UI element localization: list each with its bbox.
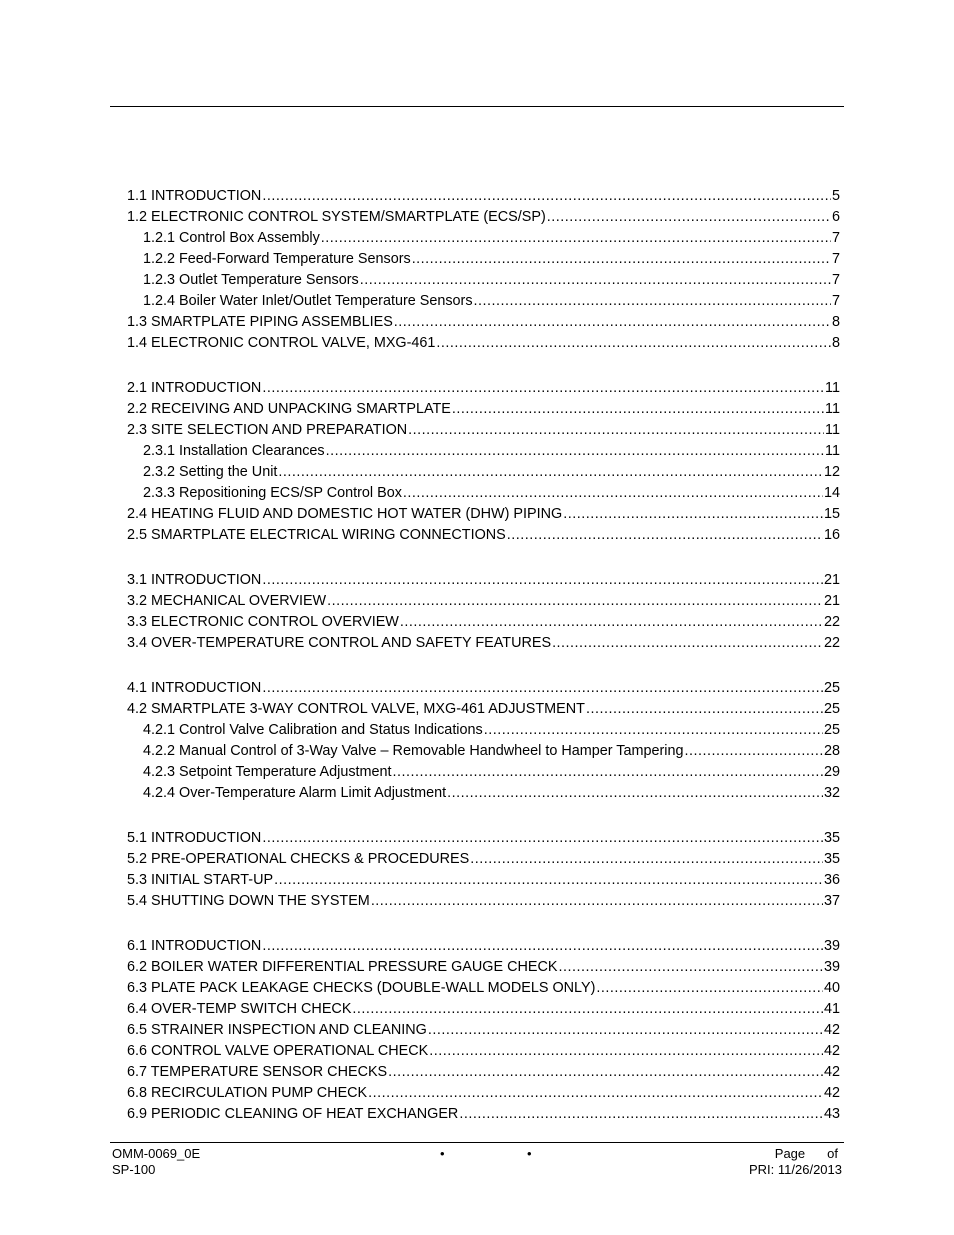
toc-dot-leader: [262, 186, 831, 207]
toc-dot-leader: [596, 978, 823, 999]
toc-dot-leader: [262, 378, 824, 399]
toc-entry-label: 1.3 SMARTPLATE PIPING ASSEMBLIES: [127, 314, 393, 330]
toc-dot-leader: [447, 783, 823, 804]
toc-entry-label: 1.2.4 Boiler Water Inlet/Outlet Temperature Sensors: [143, 293, 473, 309]
toc-dot-leader: [360, 270, 831, 291]
toc-entry-page: 7: [831, 272, 840, 288]
toc-entry-label: 6.4 OVER-TEMP SWITCH CHECK: [127, 1001, 352, 1017]
toc-section-1: [127, 186, 840, 354]
toc-entry-page: 8: [831, 335, 840, 351]
toc-entry-page: 35: [823, 830, 840, 846]
toc-dot-leader: [262, 828, 823, 849]
toc-entry[interactable]: [127, 978, 840, 999]
toc-entry-page: 7: [831, 230, 840, 246]
toc-dot-leader: [547, 207, 831, 228]
toc-entry[interactable]: [127, 420, 840, 441]
toc-entry[interactable]: [127, 1041, 840, 1062]
toc-entry-label: 1.2.2 Feed-Forward Temperature Sensors: [143, 251, 411, 267]
toc-entry[interactable]: [127, 699, 840, 720]
toc-entry-label: 1.2 ELECTRONIC CONTROL SYSTEM/SMARTPLATE (ECS/SP): [127, 209, 546, 225]
toc-dot-leader: [586, 699, 823, 720]
toc-entry[interactable]: [127, 270, 840, 291]
toc-entry[interactable]: [127, 186, 840, 207]
toc-entry-page: 14: [823, 485, 840, 501]
footer-bullet-2: •: [527, 1146, 532, 1161]
toc-entry-label: 4.2.1 Control Valve Calibration and Status Indications: [143, 722, 483, 738]
toc-dot-leader: [408, 420, 824, 441]
toc-entry-label: 1.4 ELECTRONIC CONTROL VALVE, MXG-461: [127, 335, 436, 351]
page-label: Page: [774, 1146, 806, 1161]
toc-entry-label: 6.8 RECIRCULATION PUMP CHECK: [127, 1085, 368, 1101]
toc-entry-label: 6.2 BOILER WATER DIFFERENTIAL PRESSURE GAUGE CHECK: [127, 959, 558, 975]
toc-entry-page: 39: [823, 938, 840, 954]
toc-entry[interactable]: [127, 891, 840, 912]
toc-entry-label: 5.3 INITIAL START-UP: [127, 872, 274, 888]
toc-entry-label: 5.4 SHUTTING DOWN THE SYSTEM: [127, 893, 370, 909]
toc-entry-page: 11: [825, 401, 840, 417]
toc-entry[interactable]: [127, 249, 840, 270]
toc-entry[interactable]: [127, 312, 840, 333]
toc-dot-leader: [262, 936, 823, 957]
toc-entry-page: 42: [823, 1085, 840, 1101]
toc-dot-leader: [459, 1104, 823, 1125]
toc-dot-leader: [436, 333, 831, 354]
toc-entry[interactable]: [127, 936, 840, 957]
toc-dot-leader: [262, 678, 823, 699]
toc-entry[interactable]: [127, 441, 840, 462]
toc-entry-page: 40: [823, 980, 840, 996]
toc-dot-leader: [470, 849, 823, 870]
toc-entry[interactable]: [127, 483, 840, 504]
toc-dot-leader: [484, 720, 823, 741]
toc-entry-page: 6: [831, 209, 840, 225]
toc-entry[interactable]: [127, 333, 840, 354]
toc-entry-page: 36: [823, 872, 840, 888]
toc-entry-page: 11: [825, 380, 840, 396]
toc-dot-leader: [474, 291, 831, 312]
toc-dot-leader: [393, 762, 823, 783]
toc-entry-label: 3.2 MECHANICAL OVERVIEW: [127, 593, 327, 609]
toc-entry-label: 6.7 TEMPERATURE SENSOR CHECKS: [127, 1064, 388, 1080]
toc-entry[interactable]: [127, 720, 840, 741]
toc-entry[interactable]: [127, 1104, 840, 1125]
toc-dot-leader: [327, 591, 823, 612]
toc-entry-label: 6.5 STRAINER INSPECTION AND CLEANING: [127, 1022, 427, 1038]
toc-entry-page: 32: [823, 785, 840, 801]
toc-entry[interactable]: [127, 228, 840, 249]
toc-dot-leader: [552, 633, 823, 654]
toc-entry-page: 41: [823, 1001, 840, 1017]
toc-entry-page: 7: [831, 251, 840, 267]
page-indicator: [749, 1146, 842, 1162]
model-number: SP-100: [112, 1162, 156, 1177]
toc-entry-page: 8: [831, 314, 840, 330]
toc-entry-label: 6.9 PERIODIC CLEANING OF HEAT EXCHANGER: [127, 1106, 459, 1122]
toc-entry-page: 43: [823, 1106, 840, 1122]
toc-dot-leader: [412, 249, 831, 270]
toc-entry[interactable]: [127, 207, 840, 228]
toc-entry-label: 4.2 SMARTPLATE 3-WAY CONTROL VALVE, MXG-461 ADJUSTMENT: [127, 701, 585, 717]
toc-entry-page: 42: [823, 1043, 840, 1059]
doc-number: OMM-0069_0E: [112, 1146, 201, 1161]
toc-entry-label: 1.2.1 Control Box Assembly: [143, 230, 320, 246]
toc-entry-page: 28: [823, 743, 840, 759]
toc-dot-leader: [507, 525, 823, 546]
toc-dot-leader: [278, 462, 823, 483]
toc-entry[interactable]: [127, 870, 840, 891]
toc-entry[interactable]: [127, 999, 840, 1020]
toc-entry-label: 2.3.3 Repositioning ECS/SP Control Box: [143, 485, 402, 501]
toc-entry[interactable]: [127, 612, 840, 633]
toc-entry-page: 42: [823, 1064, 840, 1080]
toc-dot-leader: [352, 999, 823, 1020]
toc-entry[interactable]: [127, 378, 840, 399]
toc-entry[interactable]: [127, 291, 840, 312]
toc-entry[interactable]: [127, 783, 840, 804]
toc-entry-label: 2.1 INTRODUCTION: [127, 380, 262, 396]
toc-entry-page: 21: [823, 572, 840, 588]
toc-entry-label: 3.4 OVER-TEMPERATURE CONTROL AND SAFETY FEATURES: [127, 635, 552, 651]
toc-entry-label: 2.3.2 Setting the Unit: [143, 464, 278, 480]
toc-dot-leader: [684, 741, 823, 762]
toc-dot-leader: [429, 1041, 823, 1062]
toc-entry[interactable]: [127, 591, 840, 612]
page-footer: [110, 1146, 844, 1186]
toc-entry-page: 22: [823, 635, 840, 651]
of-label: of: [827, 1146, 838, 1161]
footer-bullet-1: •: [440, 1146, 445, 1161]
toc-entry-page: 11: [825, 443, 840, 459]
toc-entry-label: 6.3 PLATE PACK LEAKAGE CHECKS (DOUBLE-WALL MODELS ONLY): [127, 980, 596, 996]
toc-entry-label: 5.2 PRE-OPERATIONAL CHECKS & PROCEDURES: [127, 851, 470, 867]
table-of-contents: [127, 186, 840, 1149]
toc-entry[interactable]: [127, 504, 840, 525]
toc-entry-label: 4.1 INTRODUCTION: [127, 680, 262, 696]
toc-dot-leader: [400, 612, 823, 633]
toc-entry-page: 39: [823, 959, 840, 975]
toc-entry-label: 2.3.1 Installation Clearances: [143, 443, 325, 459]
toc-entry-label: 1.1 INTRODUCTION: [127, 188, 262, 204]
toc-section-2: [127, 378, 840, 546]
toc-entry-label: 3.1 INTRODUCTION: [127, 572, 262, 588]
toc-entry[interactable]: [127, 633, 840, 654]
toc-entry-page: 12: [823, 464, 840, 480]
toc-entry-page: 25: [823, 701, 840, 717]
toc-dot-leader: [368, 1083, 823, 1104]
toc-dot-leader: [403, 483, 823, 504]
toc-entry-label: 3.3 ELECTRONIC CONTROL OVERVIEW: [127, 614, 399, 630]
toc-dot-leader: [262, 570, 823, 591]
toc-entry[interactable]: [127, 828, 840, 849]
toc-section-6: [127, 936, 840, 1125]
toc-section-4: [127, 678, 840, 804]
toc-entry[interactable]: [127, 678, 840, 699]
toc-dot-leader: [388, 1062, 823, 1083]
toc-entry[interactable]: [127, 1020, 840, 1041]
toc-dot-leader: [371, 891, 823, 912]
toc-entry[interactable]: [127, 525, 840, 546]
toc-entry[interactable]: [127, 762, 840, 783]
toc-entry-page: 21: [823, 593, 840, 609]
toc-dot-leader: [428, 1020, 823, 1041]
footer-rule: [110, 1142, 844, 1143]
toc-entry-label: 4.2.3 Setpoint Temperature Adjustment: [143, 764, 392, 780]
toc-dot-leader: [394, 312, 831, 333]
toc-entry-page: 16: [823, 527, 840, 543]
toc-dot-leader: [452, 399, 824, 420]
toc-entry-page: 25: [823, 680, 840, 696]
toc-entry-page: 37: [823, 893, 840, 909]
toc-entry[interactable]: [127, 1062, 840, 1083]
header-rule: [110, 106, 844, 107]
toc-entry-label: 1.2.3 Outlet Temperature Sensors: [143, 272, 359, 288]
toc-dot-leader: [321, 228, 831, 249]
toc-entry-page: 15: [823, 506, 840, 522]
toc-entry-label: 6.6 CONTROL VALVE OPERATIONAL CHECK: [127, 1043, 429, 1059]
toc-entry[interactable]: [127, 1083, 840, 1104]
toc-dot-leader: [326, 441, 824, 462]
toc-entry-page: 25: [823, 722, 840, 738]
toc-dot-leader: [274, 870, 823, 891]
toc-entry-page: 35: [823, 851, 840, 867]
footer-left: [112, 1146, 200, 1178]
toc-entry-label: 2.3 SITE SELECTION AND PREPARATION: [127, 422, 408, 438]
toc-entry-label: 5.1 INTRODUCTION: [127, 830, 262, 846]
toc-entry-page: 22: [823, 614, 840, 630]
toc-entry-label: 2.5 SMARTPLATE ELECTRICAL WIRING CONNECTIONS: [127, 527, 506, 543]
toc-dot-leader: [563, 504, 823, 525]
toc-entry-page: 5: [831, 188, 840, 204]
toc-entry-page: 29: [823, 764, 840, 780]
pri-date: PRI: 11/26/2013: [749, 1162, 842, 1177]
toc-entry[interactable]: [127, 570, 840, 591]
toc-entry-label: 4.2.2 Manual Control of 3-Way Valve – Removable Handwheel to Hamper Tampering: [143, 743, 684, 759]
toc-entry[interactable]: [127, 462, 840, 483]
toc-entry-page: 7: [831, 293, 840, 309]
toc-entry-label: 6.1 INTRODUCTION: [127, 938, 262, 954]
footer-right: [749, 1146, 842, 1178]
toc-entry[interactable]: [127, 957, 840, 978]
toc-entry-label: 2.2 RECEIVING AND UNPACKING SMARTPLATE: [127, 401, 451, 417]
toc-section-3: [127, 570, 840, 654]
toc-entry-label: 2.4 HEATING FLUID AND DOMESTIC HOT WATER (DHW) PIPING: [127, 506, 563, 522]
toc-entry-label: 4.2.4 Over-Temperature Alarm Limit Adjustment: [143, 785, 447, 801]
toc-entry[interactable]: [127, 399, 840, 420]
toc-entry[interactable]: [127, 741, 840, 762]
toc-entry-page: 42: [823, 1022, 840, 1038]
toc-dot-leader: [558, 957, 823, 978]
toc-section-5: [127, 828, 840, 912]
toc-entry[interactable]: [127, 849, 840, 870]
toc-entry-page: 11: [825, 422, 840, 438]
